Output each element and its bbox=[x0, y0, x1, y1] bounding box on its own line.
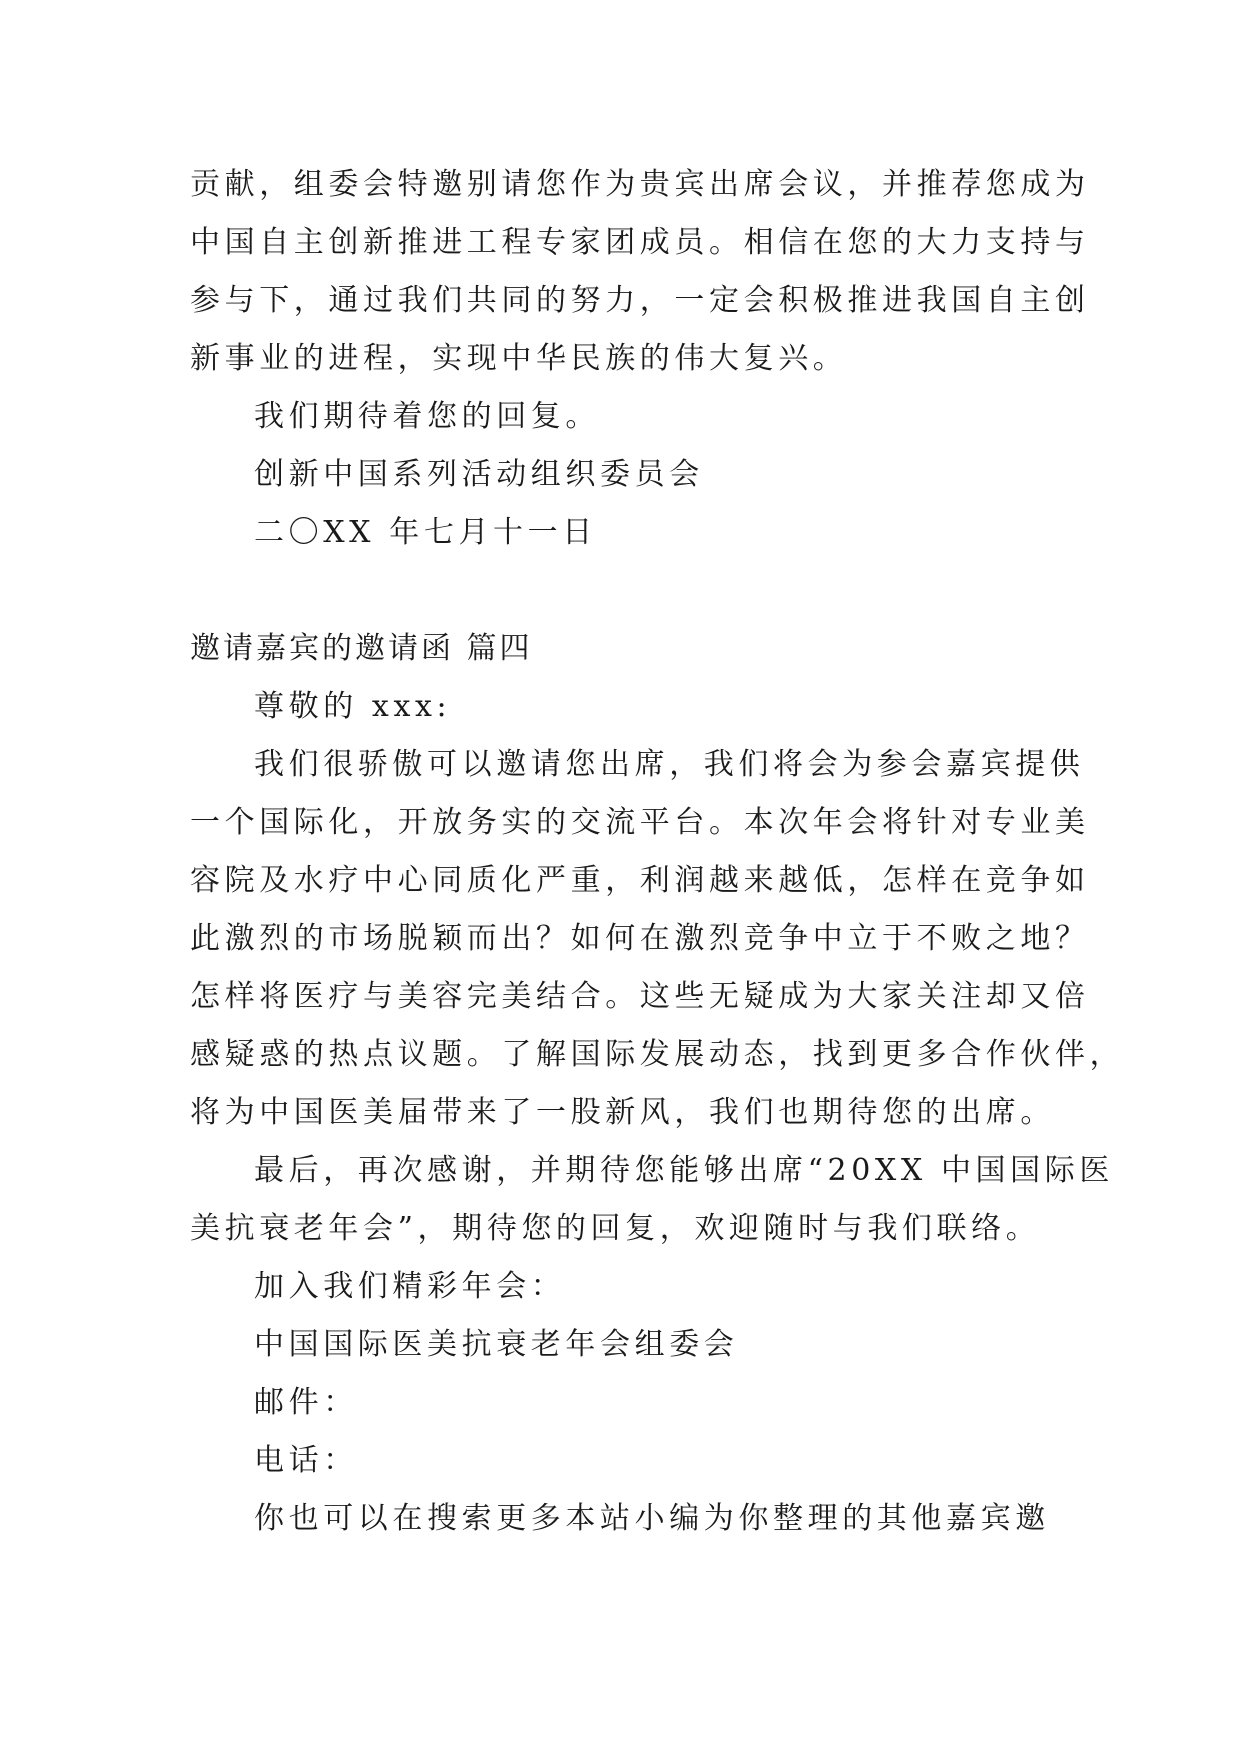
email-label: 邮件： bbox=[254, 1385, 358, 1420]
paragraph-line: 感疑惑的热点议题。了解国际发展动态，找到更多合作伙伴， bbox=[190, 1037, 1125, 1072]
more-line: 你也可以在搜索更多本站小编为你整理的其他嘉宾邀 bbox=[254, 1501, 1050, 1536]
paragraph-line: 贡献，组委会特邀别请您作为贵宾出席会议，并推荐您成为 bbox=[190, 167, 1090, 202]
paragraph-line: 将为中国医美届带来了一股新风，我们也期待您的出席。 bbox=[190, 1095, 1055, 1130]
closing-line: 我们期待着您的回复。 bbox=[254, 399, 600, 434]
signature: 创新中国系列活动组织委员会 bbox=[254, 457, 704, 492]
phone-label: 电话： bbox=[254, 1443, 358, 1478]
document-page bbox=[190, 156, 1125, 1548]
paragraph-line: 一个国际化，开放务实的交流平台。本次年会将针对专业美 bbox=[190, 805, 1090, 840]
paragraph-line: 容院及水疗中心同质化严重，利润越来越低，怎样在竞争如 bbox=[190, 863, 1090, 898]
paragraph-line: 新事业的进程，实现中华民族的伟大复兴。 bbox=[190, 341, 848, 376]
section-spacer bbox=[190, 562, 1060, 620]
salutation: 尊敬的 xxx: bbox=[254, 689, 452, 724]
paragraph-line: 参与下，通过我们共同的努力，一定会积极推进我国自主创 bbox=[190, 283, 1090, 318]
paragraph-line: 美抗衰老年会”，期待您的回复，欢迎随时与我们联络。 bbox=[190, 1211, 1041, 1246]
letter-section-2 bbox=[190, 620, 1125, 1548]
letter-date: 二〇XX 年七月十一日 bbox=[254, 515, 597, 550]
join-line: 加入我们精彩年会： bbox=[254, 1269, 566, 1304]
letter-section-1 bbox=[190, 156, 1090, 562]
section-heading: 邀请嘉宾的邀请函 篇四 bbox=[190, 631, 533, 666]
paragraph-line: 最后，再次感谢，并期待您能够出席“20XX 中国国际医 bbox=[254, 1153, 1114, 1188]
paragraph-line: 中国自主创新推进工程专家团成员。相信在您的大力支持与 bbox=[190, 225, 1090, 260]
organizer: 中国国际医美抗衰老年会组委会 bbox=[254, 1327, 739, 1362]
paragraph-line: 我们很骄傲可以邀请您出席，我们将会为参会嘉宾提供 bbox=[254, 747, 1085, 782]
paragraph-line: 此激烈的市场脱颖而出？如何在激烈竞争中立于不败之地？ bbox=[190, 921, 1090, 956]
paragraph-line: 怎样将医疗与美容完美结合。这些无疑成为大家关注却又倍 bbox=[190, 979, 1090, 1014]
